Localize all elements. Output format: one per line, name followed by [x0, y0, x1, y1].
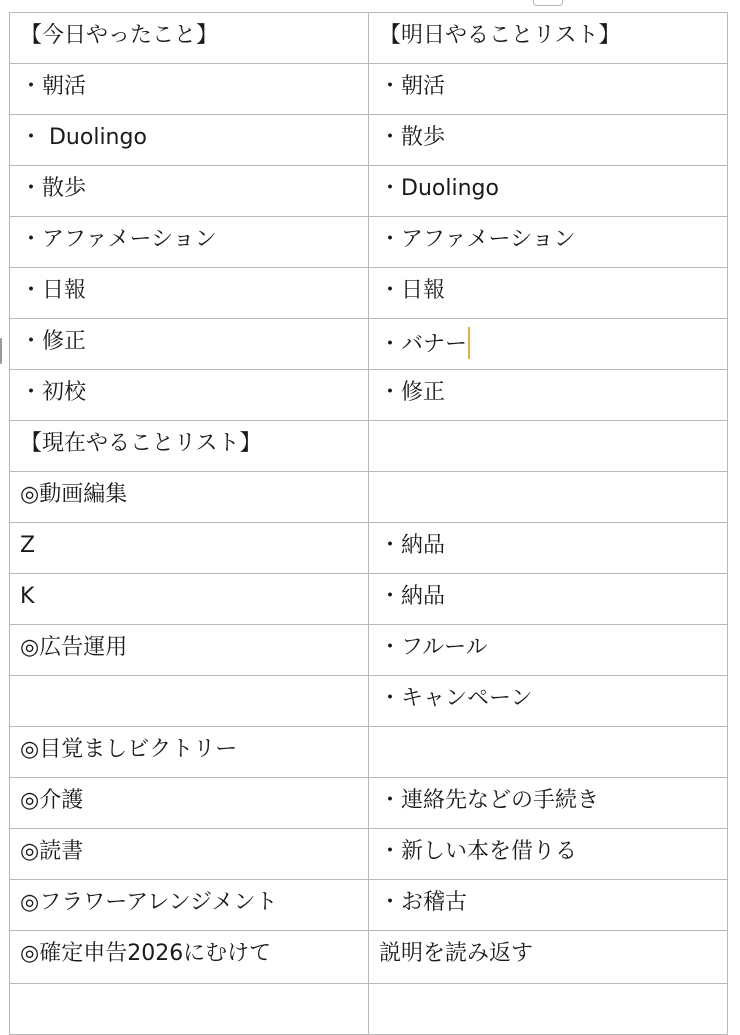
table-cell[interactable]: ・新しい本を借りる [369, 829, 728, 879]
text-cursor [468, 327, 470, 359]
table-row [10, 115, 728, 166]
table-row [10, 268, 728, 319]
table-row [10, 523, 728, 574]
table-cell[interactable]: 【現在やることリスト】 [10, 421, 369, 471]
table-row [10, 13, 728, 64]
table-cell[interactable]: Z [10, 523, 369, 573]
table-cell[interactable]: ・連絡先などの手続き [369, 778, 728, 828]
table-row [10, 472, 728, 523]
table-row [10, 217, 728, 268]
table-cell[interactable]: ・散歩 [10, 166, 369, 216]
table-cell[interactable]: ・修正 [369, 370, 728, 420]
table-cell[interactable]: ・お稽古 [369, 880, 728, 930]
table-cell[interactable]: ・初校 [10, 370, 369, 420]
table-cell[interactable] [10, 984, 369, 1034]
table-cell[interactable]: ・Duolingo [369, 166, 728, 216]
table-cell[interactable]: ・アファメーション [10, 217, 369, 267]
table-cell[interactable]: ・日報 [369, 268, 728, 318]
table-row [10, 166, 728, 217]
table-row [10, 931, 728, 984]
table-cell[interactable]: ◎動画編集 [10, 472, 369, 522]
table-cell[interactable]: ・納品 [369, 523, 728, 573]
table-cell[interactable]: ・朝活 [369, 64, 728, 114]
table-cell[interactable]: ・ Duolingo [10, 115, 369, 165]
table-row [10, 64, 728, 115]
table-row [10, 319, 728, 370]
table-cell[interactable]: ◎読書 [10, 829, 369, 879]
table-cell[interactable]: ・修正 [10, 319, 369, 369]
table-row [10, 778, 728, 829]
table-cell[interactable]: ◎確定申告2026にむけて [10, 931, 369, 983]
table-cell[interactable]: ◎介護 [10, 778, 369, 828]
table-cell[interactable]: K [10, 574, 369, 624]
table-row [10, 984, 728, 1035]
table-cell[interactable]: ◎目覚ましビクトリー [10, 727, 369, 777]
table-row [10, 370, 728, 421]
table-cell[interactable]: ・アファメーション [369, 217, 728, 267]
table-cell[interactable] [369, 984, 728, 1034]
table-cell-editing[interactable] [369, 319, 728, 369]
table-row [10, 625, 728, 676]
table-cell[interactable] [369, 421, 728, 471]
table-row [10, 676, 728, 727]
table-row [10, 574, 728, 625]
table-cell[interactable]: ・日報 [10, 268, 369, 318]
table-cell[interactable]: 【明日やることリスト】 [369, 13, 728, 63]
table-row [10, 880, 728, 931]
table-top-handle[interactable] [533, 0, 563, 6]
table-cell[interactable] [369, 472, 728, 522]
row-drag-handle[interactable] [0, 338, 2, 364]
table-cell[interactable]: 【今日やったこと】 [10, 13, 369, 63]
table-cell[interactable]: ・朝活 [10, 64, 369, 114]
table-cell[interactable]: ◎広告運用 [10, 625, 369, 675]
table-cell[interactable] [369, 727, 728, 777]
table-cell[interactable]: ・散歩 [369, 115, 728, 165]
table-cell[interactable]: ・納品 [369, 574, 728, 624]
table-row [10, 727, 728, 778]
table-cell[interactable]: ・キャンペーン [369, 676, 728, 726]
notes-table [9, 12, 728, 1035]
table-cell[interactable] [10, 676, 369, 726]
cell-text: ・バナー [379, 332, 468, 357]
table-cell[interactable]: ・フルール [369, 625, 728, 675]
table-row [10, 829, 728, 880]
table-cell[interactable]: ◎フラワーアレンジメント [10, 880, 369, 930]
table-cell[interactable]: 説明を読み返す [369, 931, 728, 983]
table-row [10, 421, 728, 472]
